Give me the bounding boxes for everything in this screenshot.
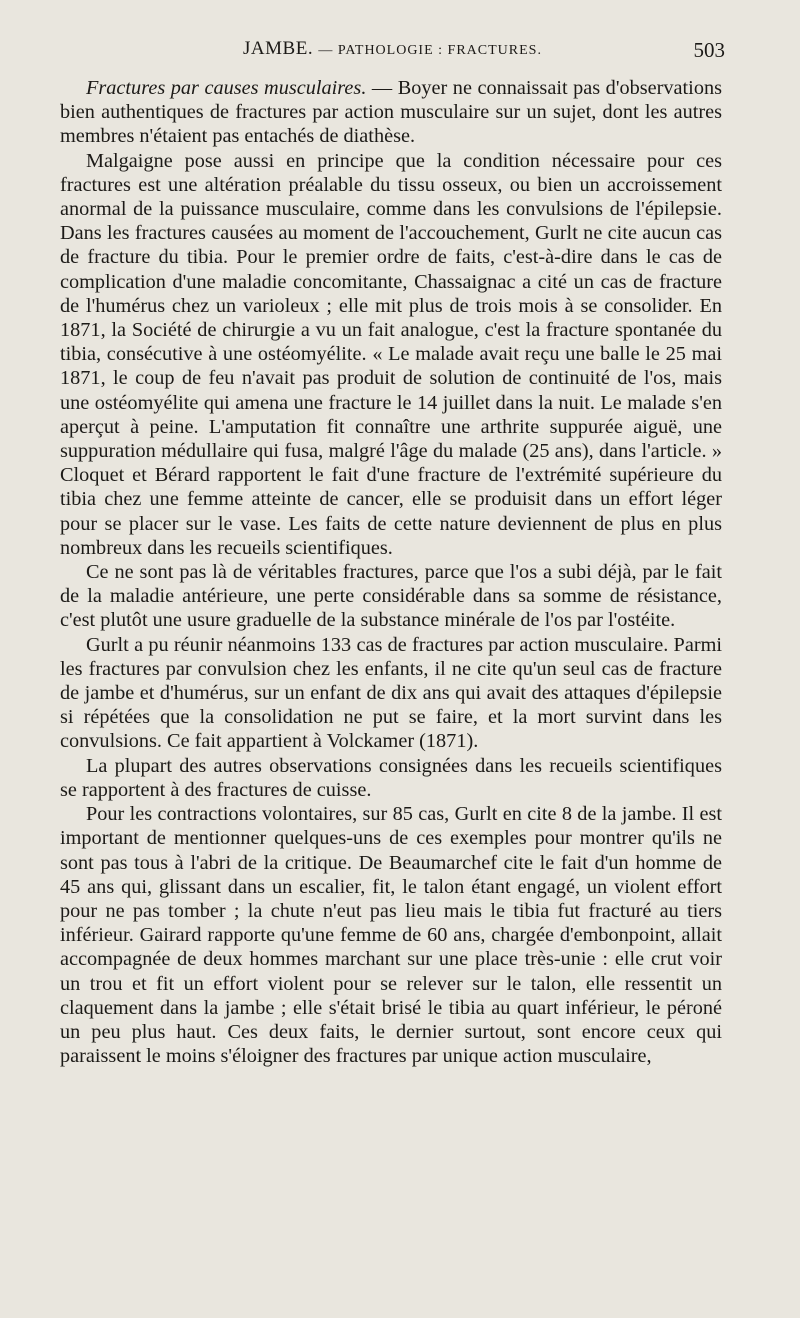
running-title-rest: — PATHOLOGIE : FRACTURES. — [318, 43, 542, 58]
paragraph-text: Gurlt a pu réunir néanmoins 133 cas de fractures par action musculaire. Parmi les fractures par convulsion chez les enfants, il ne cite qu'un seul cas de fracture de jambe et d'humérus, sur un enfant de dix ans qui avait des attaques d'épilepsie si répétées que la consolidation ne put se faire, et la mort survint dans les convulsions. Ce fait appartient à Volckamer (1871). — [60, 633, 722, 753]
paragraph — [60, 76, 722, 149]
paragraph-text: — Boyer ne connaissait pas d'observations bien authentiques de fractures par action musculaire sur un sujet, dont les autres membres n'étaient pas entachés de diathèse. — [60, 77, 722, 148]
paragraph — [60, 802, 722, 1068]
running-header — [60, 38, 725, 68]
running-title-main: JAMBE. — [243, 38, 314, 59]
body-text — [60, 76, 722, 1068]
paragraph — [60, 633, 722, 754]
paragraph — [60, 754, 722, 802]
paragraph — [60, 560, 722, 633]
paragraph-text: La plupart des autres observations consignées dans les recueils scientifiques se rapportent à des fractures de cuisse. — [60, 754, 722, 801]
paragraph-text: Pour les contractions volontaires, sur 85 cas, Gurlt en cite 8 de la jambe. Il est important de mentionner quelques-uns de ces exemples pour montrer qu'ils ne sont pas tous à l'abri de la critique. De Beaumarchef cite le fait d'un homme de 45 ans qui, glissant dans un escalier, fit, le talon étant engagé, un violent effort pour ne pas tomber ; la chute n'eut pas lieu mais le tibia fut fracturé au tiers inférieur. Gairard rapporte qu'une femme de 60 ans, chargée d'embonpoint, allait accompagnée de deux hommes marchant sur une place très-unie : elle crut voir un trou et fit un effort violent pour se relever sur le talon, elle ressentit un claquement dans la jambe ; elle s'était brisé le tibia au quart inférieur, le péroné un peu plus haut. Ces deux faits, le dernier surtout, sont encore ceux qui paraissent le moins s'éloigner des fractures par unique action musculaire, — [60, 803, 722, 1068]
paragraph-text: Ce ne sont pas là de véritables fractures, parce que l'os a subi déjà, par le fait de la maladie antérieure, une perte considérable dans sa somme de résistance, c'est plutôt une usure graduelle de la substance minérale de l'os par l'ostéite. — [60, 561, 722, 632]
section-lead: Fractures par causes musculaires. — [86, 77, 367, 99]
paragraph-text: Malgaigne pose aussi en principe que la condition nécessaire pour ces fractures est une altération préalable du tissu osseux, ou bien un accroissement anormal de la puissance musculaire, comme dans les convulsions de l'épilepsie. Dans les fractures causées au moment de l'accouchement, Gurlt ne cite aucun cas de fracture du tibia. Pour le premier ordre de faits, c'est-à-dire dans le cas de complication d'une maladie concomitante, Chassaignac a cité un cas de fracture de l'humérus chez un varioleux ; elle mit plus de trois mois à se consolider. En 1871, la Société de chirurgie a vu un fait analogue, c'est la fracture spontanée du tibia, consécutive à une ostéomyélite. « Le malade avait reçu une balle le 25 mai 1871, le coup de feu n'avait pas produit de solution de continuité de l'os, mais une ostéomyélite qui amena une fracture le 14 juillet dans la nuit. Le malade s'en aperçut à peine. L'amputation fit connaître une arthrite suppurée aiguë, une suppuration médullaire qui fusa, malgré l'âge du malade (25 ans), dans l'article. » Cloquet et Bérard rapportent le fait d'une fracture de l'extrémité supérieure du tibia chez une femme atteinte de cancer, elle se produisit dans un effort léger pour se placer sur le vase. Les faits de cette nature deviennent de plus en plus nombreux dans les recueils scientifiques. — [60, 149, 722, 559]
paragraph — [60, 149, 722, 560]
page-number: 503 — [693, 38, 725, 62]
running-title — [60, 38, 725, 60]
